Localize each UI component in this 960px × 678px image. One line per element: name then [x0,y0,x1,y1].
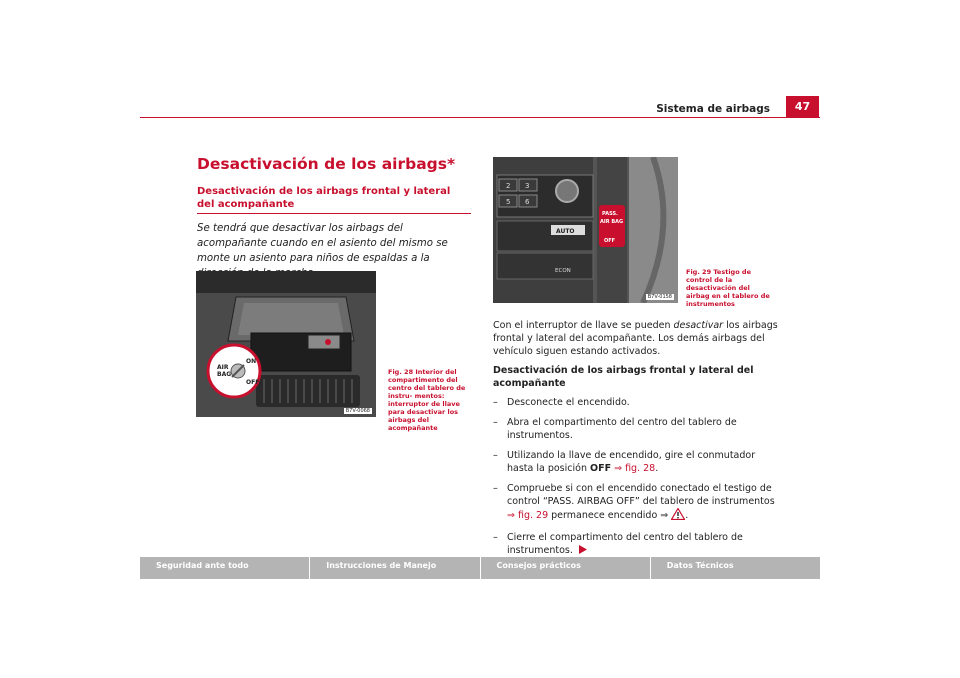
subsection-heading: Desactivación de los airbags frontal y lateral del acompañante [197,186,451,210]
figure-code: B7V-0158 [647,294,672,300]
figure-28-caption: Fig. 28 Interior del compartimento del centro del tablero de instru- mentos: interruptor de llave para desactivar los airbags del acompañante [388,368,466,432]
switch-off-label: OFF [246,379,260,386]
switch-label-bag: BAG [217,371,232,378]
procedure-step: – Abra el compartimento del centro del tablero de instrumentos. [493,417,737,441]
figure-29-caption: Fig. 29 Testigo de control de la desactivación del airbag en el tablero de instrumentos [686,268,770,308]
preset-5: 5 [506,198,511,206]
header-rule [140,117,820,118]
lamp-text-airbag: AIR BAG [600,219,624,225]
procedure-step: – Desconecte el encendido. [493,397,630,408]
section-heading: Desactivación de los airbags* [197,155,456,173]
subsection-rule [197,213,471,214]
procedure-heading: Desactivación de los airbags frontal y lateral del acompañante [493,365,754,389]
switch-label-air: AIR [217,364,229,371]
body-text [493,319,783,565]
preset-6: 6 [525,198,530,206]
body-paragraph: Con el interruptor de llave se pueden desactivar los airbags frontal y lateral del acompañante. Los demás airbags del vehículo siguen estando activados. [493,320,778,357]
econ-button-label: ECON [555,268,571,274]
procedure-step: – Cierre el compartimento del centro del tablero de instrumentos. [493,532,743,556]
procedure-step: – Compruebe si con el encendido conectado el testigo de control “PASS. AIRBAG OFF” del tablero de instrumentos ⇒ fig. 29 permanece encendido ⇒ . [493,482,783,524]
fig-29-link[interactable]: ⇒ fig. 29 [507,510,549,521]
lamp-text-off: OFF [604,238,616,244]
page-number: 47 [786,96,819,117]
preset-3: 3 [525,182,530,190]
auto-button-label: AUTO [556,228,575,235]
footer-tab-consejos[interactable]: Consejos prácticos [481,557,651,579]
footer-nav [140,557,820,579]
warning-triangle-icon[interactable] [671,508,685,524]
fig-28-link[interactable]: ⇒ fig. 28 [614,463,656,474]
running-header-title: Sistema de airbags [656,103,770,115]
procedure-step: – Utilizando la llave de encendido, gire el conmutador hasta la posición OFF ⇒ fig. 28. [493,450,756,474]
footer-tab-datos[interactable]: Datos Técnicos [666,561,734,570]
footer-tab-instrucciones[interactable]: Instrucciones de Manejo [310,557,480,579]
intro-paragraph: Se tendrá que desactivar los airbags del acompañante cuando en el asiento del mismo se monte un asiento para niños de espaldas a la [197,223,448,264]
footer-tab-seguridad[interactable]: Seguridad ante todo [140,557,310,579]
switch-on-label: ON [246,358,257,365]
lamp-text-pass: PASS. [602,211,618,217]
glovebox-illustration [196,271,376,417]
preset-2: 2 [506,182,511,190]
figure-29-image [493,157,678,303]
figure-28-image [196,271,376,417]
dashboard-illustration [493,157,678,303]
figure-code: B7V-0068 [345,408,370,414]
